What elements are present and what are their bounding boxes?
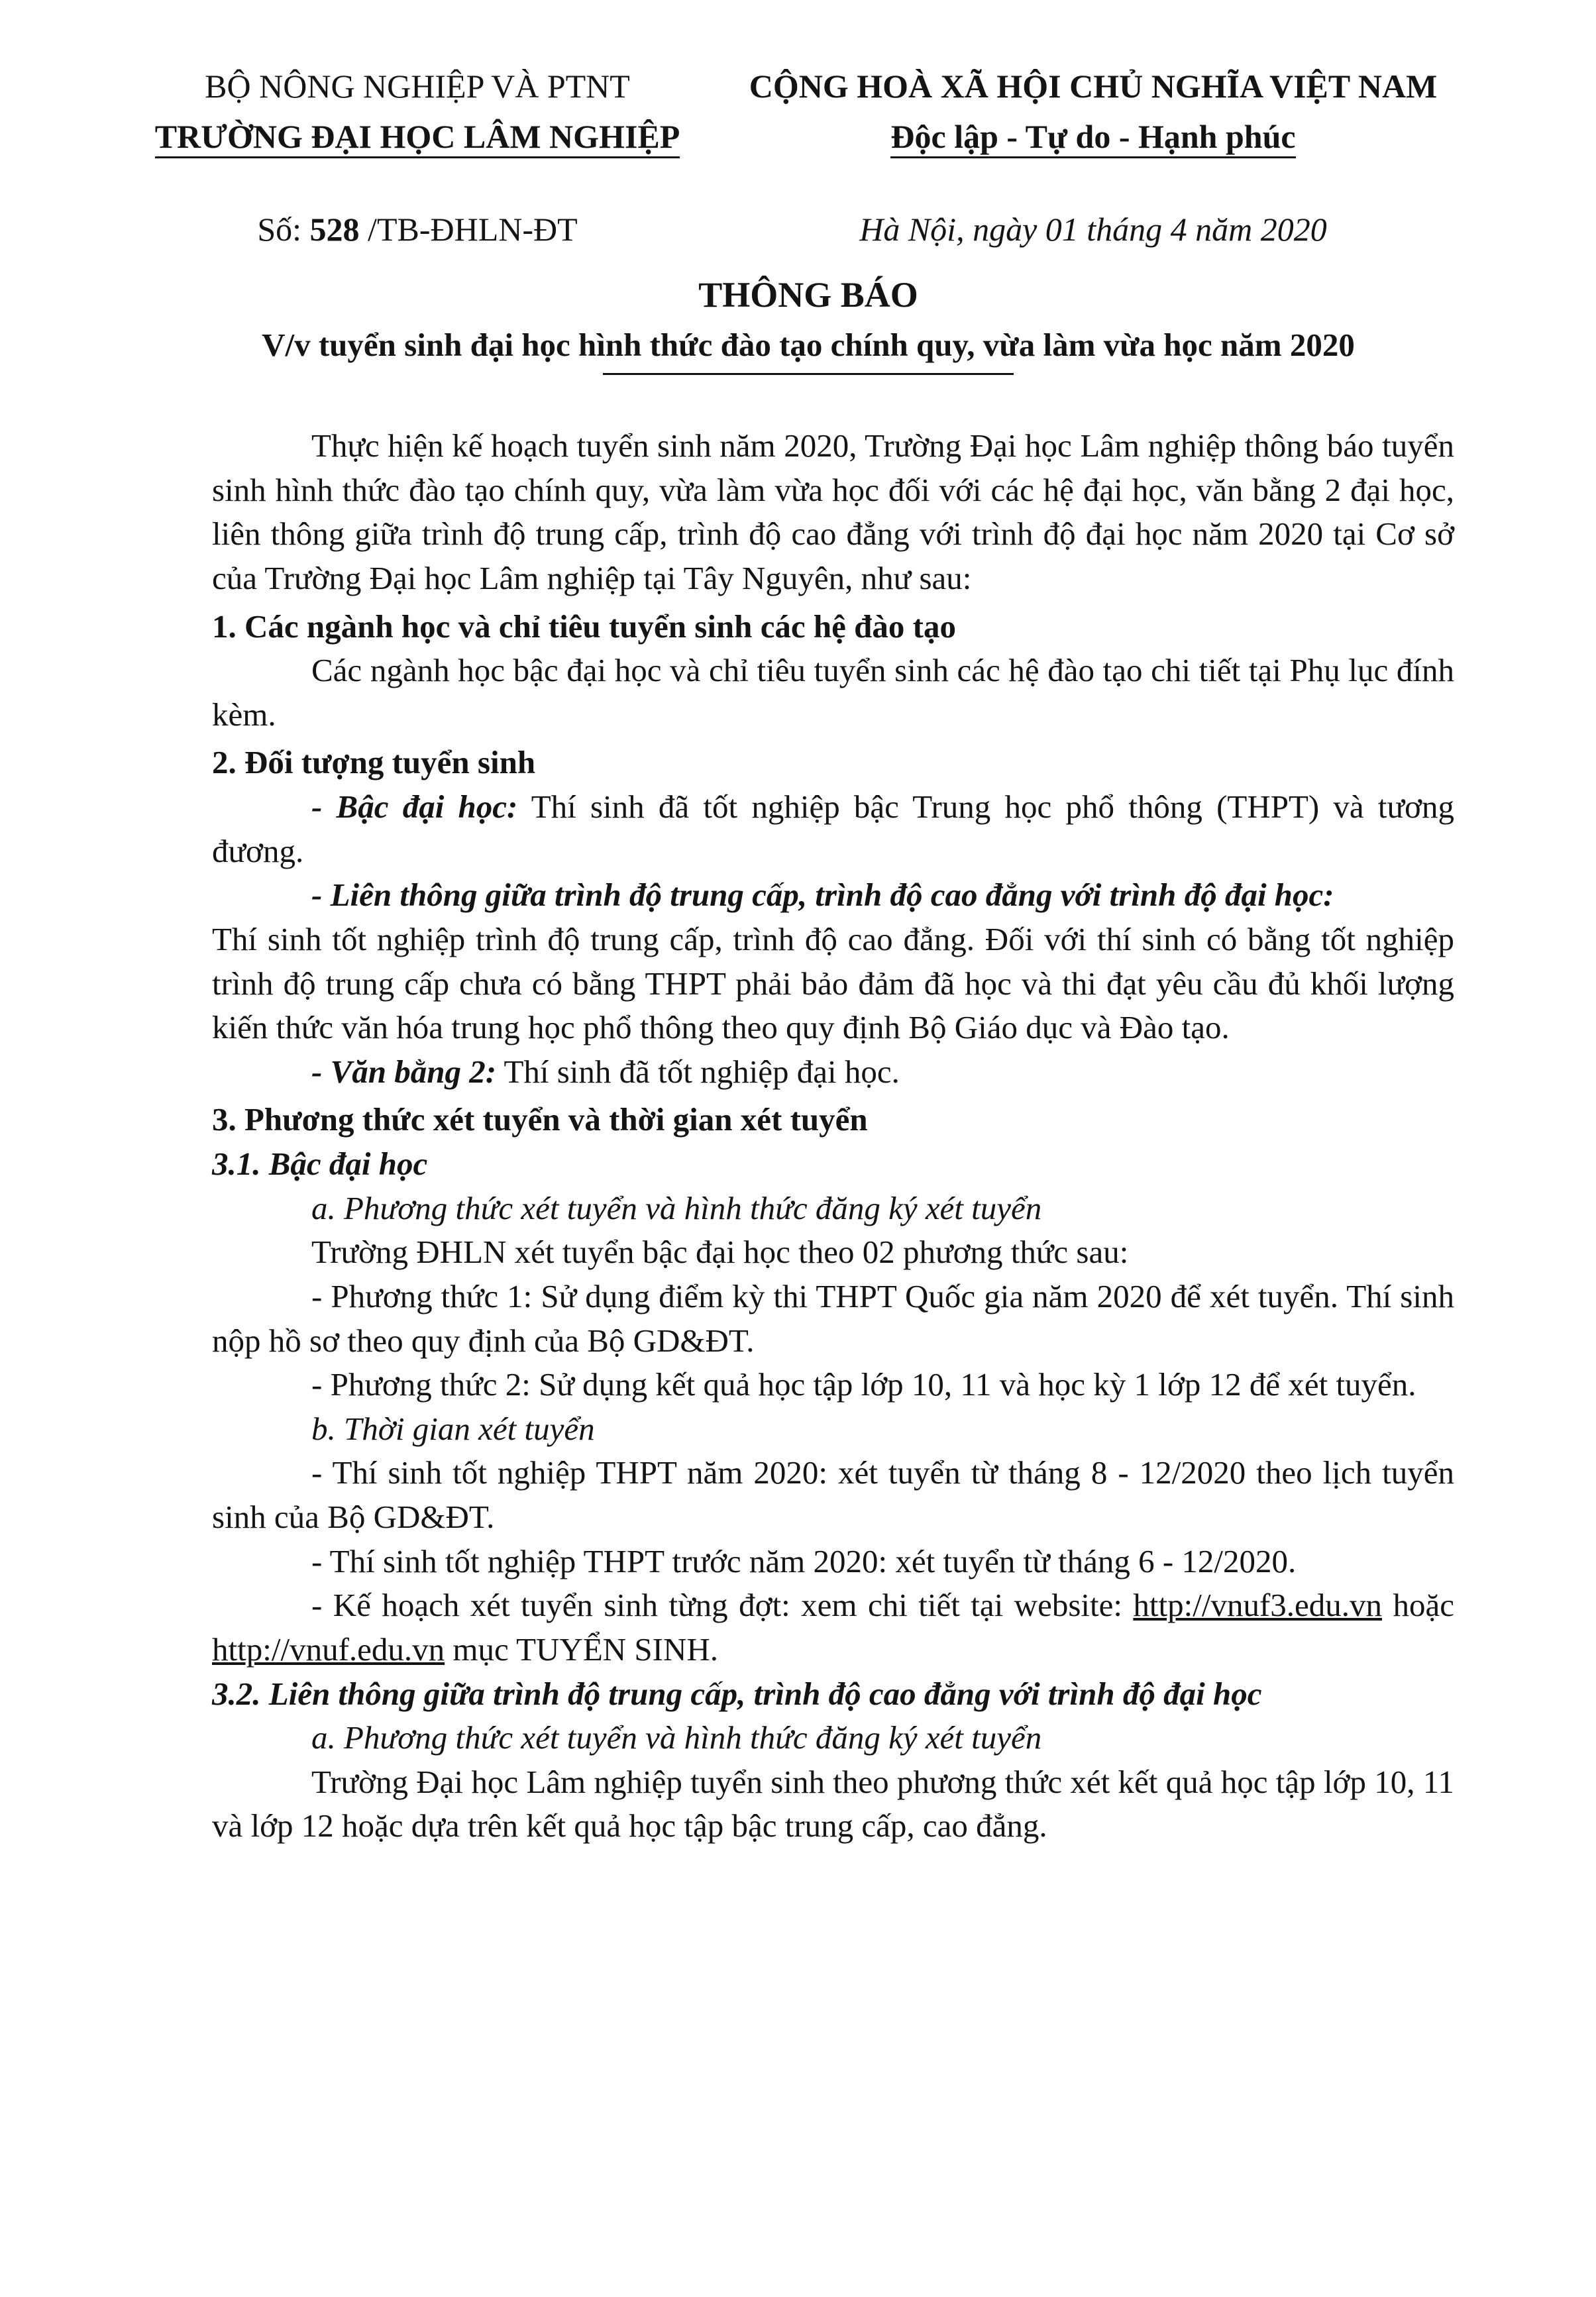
section-3-1-a-method-2: - Phương thức 2: Sử dụng kết quả học tập lớp 10, 11 và học kỳ 1 lớp 12 để xét tuyển. <box>311 1366 1416 1403</box>
section-3-2-heading: 3.2. Liên thông giữa trình độ trung cấp, trình độ cao đẳng với trình độ đại học <box>212 1675 1262 1712</box>
section-2-second-degree: - Văn bằng 2: Thí sinh đã tốt nghiệp đại học. <box>311 1053 900 1090</box>
document-date: Hà Nội, ngày 01 tháng 4 năm 2020 <box>859 211 1327 248</box>
title-block <box>133 268 1484 375</box>
country-name: CỘNG HOÀ XÃ HỘI CHỦ NGHĨA VIỆT NAM <box>749 68 1438 105</box>
section-3-1-a-intro: Trường ĐHLN xét tuyển bậc đại học theo 02 phương thức sau: <box>311 1234 1129 1271</box>
issuer-block <box>133 61 702 254</box>
national-motto: Độc lập - Tự do - Hạnh phúc <box>696 111 1491 162</box>
section-2-transfer-label: - Liên thông giữa trình độ trung cấp, trình độ cao đẳng với trình độ đại học: <box>311 877 1334 914</box>
document-subject: V/v tuyển sinh đại học hình thức đào tạo chính quy, vừa làm vừa học năm 2020 <box>262 327 1355 363</box>
section-3-1-b-item-3: - Kế hoạch xét tuyển sinh từng đợt: xem chi tiết tại website: http://vnuf3.edu.vn hoặc http://vnuf.edu.vn mục TUYỂN SINH. <box>212 1587 1454 1668</box>
document-number: Số: 528 /TB-ĐHLN-ĐT <box>257 211 578 248</box>
section-3-heading: 3. Phương thức xét tuyển và thời gian xét tuyển <box>212 1101 868 1138</box>
section-3-1-a-heading: a. Phương thức xét tuyển và hình thức đăng ký xét tuyển <box>311 1189 1042 1226</box>
website-link-vnuf3[interactable]: http://vnuf3.edu.vn <box>1133 1587 1383 1624</box>
section-2-university: - Bậc đại học: Thí sinh đã tốt nghiệp bậc Trung học phổ thông (THPT) và tương đương. <box>212 788 1454 869</box>
school-name: TRƯỜNG ĐẠI HỌC LÂM NGHIỆP <box>133 111 702 162</box>
section-3-1-heading: 3.1. Bậc đại học <box>212 1146 428 1182</box>
document-header <box>133 61 1484 280</box>
section-3-2-a-text: Trường Đại học Lâm nghiệp tuyển sinh theo phương thức xét kết quả học tập lớp 10, 11 và lớp 12 hoặc dựa trên kết quả học tập bậc trung cấp, cao đẳng. <box>212 1763 1454 1844</box>
section-3-1-b-item-1: - Thí sinh tốt nghiệp THPT năm 2020: xét tuyển từ tháng 8 - 12/2020 theo lịch tuyển sinh của Bộ GD&ĐT. <box>212 1454 1454 1535</box>
section-3-1-b-item-2: - Thí sinh tốt nghiệp THPT trước năm 2020: xét tuyển từ tháng 6 - 12/2020. <box>311 1542 1297 1579</box>
section-1-heading: 1. Các ngành học và chỉ tiêu tuyển sinh các hệ đào tạo <box>212 608 957 645</box>
subject-underline <box>603 373 1014 375</box>
intro-paragraph: Thực hiện kế hoạch tuyển sinh năm 2020, Trường Đại học Lâm nghiệp thông báo tuyển sinh hình thức đào tạo chính quy, vừa làm vừa học đối với các hệ đại học, văn bằng 2 đại học, liên thông giữa trình độ trung cấp, trình độ cao đẳng với trình độ đại học năm 2020 tại Cơ sở của Trường Đại học Lâm nghiệp tại Tây Nguyên, như sau: <box>212 427 1454 596</box>
ministry-name: BỘ NÔNG NGHIỆP VÀ PTNT <box>205 68 630 105</box>
section-2-heading: 2. Đối tượng tuyển sinh <box>212 744 536 781</box>
section-3-1-a-method-1: - Phương thức 1: Sử dụng điểm kỳ thi THPT Quốc gia năm 2020 để xét tuyển. Thí sinh nộp hồ sơ theo quy định của Bộ GD&ĐT. <box>212 1277 1454 1359</box>
website-link-vnuf[interactable]: http://vnuf.edu.vn <box>212 1630 445 1668</box>
national-block <box>696 61 1491 254</box>
section-1-text: Các ngành học bậc đại học và chỉ tiêu tuyển sinh các hệ đào tạo chi tiết tại Phụ lục đính kèm. <box>212 652 1454 733</box>
section-3-2-a-heading: a. Phương thức xét tuyển và hình thức đăng ký xét tuyển <box>311 1719 1042 1756</box>
section-3-1-b-heading: b. Thời gian xét tuyển <box>311 1410 595 1447</box>
section-2-transfer-text: Thí sinh tốt nghiệp trình độ trung cấp, trình độ cao đẳng. Đối với thí sinh có bằng tốt nghiệp trình độ trung cấp chưa có bằng THPT phải bảo đảm đã học và thi đạt yêu cầu đủ khối lượng kiến thức văn hóa trung học phổ thông theo quy định Bộ Giáo dục và Đào tạo. <box>212 920 1454 1046</box>
document-title: THÔNG BÁO <box>698 275 918 315</box>
document-body <box>212 424 1454 1848</box>
